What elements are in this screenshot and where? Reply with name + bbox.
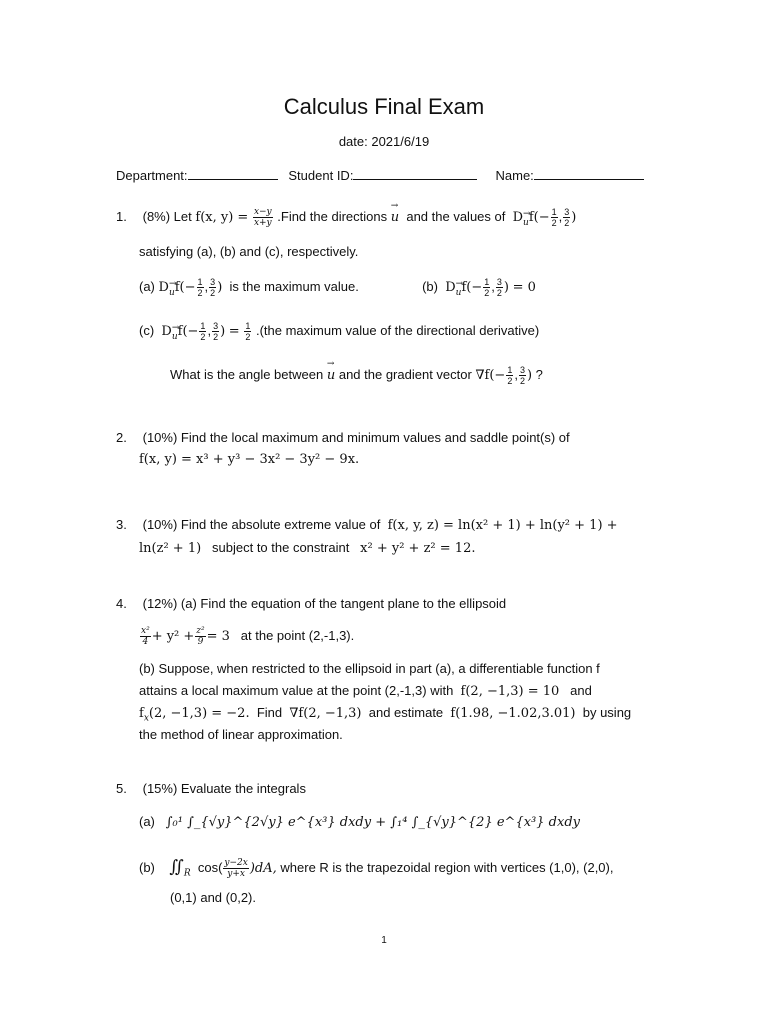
q1-c-close: )	[220, 323, 226, 339]
q1-three-halves	[563, 207, 570, 228]
q4-b-line2	[139, 683, 679, 699]
q1-c-value	[244, 321, 251, 342]
q3-line2	[139, 540, 679, 556]
q1-line2: satisfying (a), (b) and (c), respectively.	[139, 244, 359, 259]
student-id-label: Student ID:	[288, 168, 354, 183]
q1-a-close: )	[217, 279, 223, 295]
q3-text: (10%) Find the absolute extreme value of	[142, 517, 381, 532]
q1-grad-three-num: 3	[519, 365, 525, 375]
q4-x-num: x²	[141, 626, 150, 636]
q1-b-close: )	[503, 279, 509, 295]
q1-grad-half-den: 2	[507, 376, 513, 386]
q1-angle-u: → u	[327, 368, 335, 383]
q1-a-half-den: 2	[197, 288, 203, 298]
q4-ellipsoid	[139, 626, 679, 647]
q5-part-a	[139, 814, 679, 830]
q1-line1: 1. (8%) Let f(x, y) = $\frac{x-y}{x+y}$ .Find the directions → u and the values of D→ uf(− $\frac{1}{2}$ , $\frac{3}{2}$ )	[116, 207, 656, 228]
q4-b2b: f(2, −1,3) = 10	[460, 684, 560, 699]
student-info-line	[116, 167, 656, 183]
q4-line1	[116, 596, 656, 611]
q1-a-f: f(−	[174, 279, 196, 295]
q4-b3c: Find	[256, 705, 283, 720]
q1-c-sub-u: → u	[172, 332, 178, 342]
q1-a-sub-u: → u	[169, 288, 175, 298]
q4-b3g: by using	[582, 705, 632, 720]
exam-date: date: 2021/6/19	[338, 134, 430, 149]
q3-line1	[116, 517, 656, 533]
q1-a-text: is the maximum value.	[229, 278, 359, 294]
q1-c-half-num: 1	[200, 321, 206, 331]
q1-half-den: 2	[551, 218, 557, 228]
q1-a-d: D	[158, 279, 169, 295]
q5-b-den: y+x	[227, 869, 245, 880]
q1-angle-text: What is the angle between	[170, 366, 324, 382]
q1-grad-three	[519, 365, 526, 386]
q4-ell-mid: + y² +	[151, 628, 195, 644]
q1-a-half-num: 1	[197, 277, 203, 287]
q1-frac-num: x−y	[253, 207, 272, 217]
q5-part-b	[139, 857, 679, 879]
q4-ell-eq: = 3	[206, 628, 230, 644]
q4-b3f: f(1.98, −1.02,3.01)	[450, 706, 576, 721]
q5-line1	[116, 781, 656, 796]
q1-mid2: and the values of	[406, 208, 506, 224]
q1-c-f: f(−	[177, 323, 199, 339]
q1-number: 1.	[116, 208, 127, 224]
q2-text: (10%) Find the local maximum and minimum values and saddle point(s) of	[142, 430, 570, 445]
q5-b-label: (b)	[139, 860, 155, 875]
q4-x-den: 4	[142, 637, 149, 647]
q1-c-three	[212, 321, 219, 342]
q1-c-label: (c)	[139, 322, 155, 338]
q1-grad-three-den: 2	[519, 376, 525, 386]
q1-b-three	[496, 277, 503, 298]
q5-b-region: R	[183, 868, 191, 879]
q4-z-frac	[195, 626, 205, 647]
q1-c-half	[199, 321, 206, 342]
q1-b-half-den: 2	[484, 288, 490, 298]
q1-a-half	[197, 277, 204, 298]
q4-b-line3	[139, 705, 679, 724]
q2-number: 2.	[116, 430, 127, 445]
student-id-blank	[353, 167, 477, 180]
name-label: Name:	[495, 168, 534, 183]
q5-b-da: )dA,	[249, 861, 277, 876]
q1-prefix: (8%) Let	[142, 208, 192, 224]
q4-b3d: ∇f(2, −1,3)	[289, 706, 362, 721]
page-number: 1	[381, 935, 387, 946]
q1-three-den: 2	[564, 218, 570, 228]
q2-line1	[116, 430, 656, 445]
q1-b-f: f(−	[461, 279, 483, 295]
q4-text: (12%) (a) Find the equation of the tangent plane to the ellipsoid	[142, 596, 507, 611]
q3-text2: subject to the constraint	[212, 540, 350, 555]
q4-x-frac	[140, 626, 151, 647]
q3-formula1: f(x, y, z) = ln(x² + 1) + ln(y² + 1) +	[387, 518, 618, 533]
q1-grad-half	[506, 365, 513, 386]
department-blank	[188, 167, 278, 180]
q5-a-formula: ∫₀¹ ∫_{√y}^{2√y} e^{x³} dxdy + ∫₁⁴ ∫_{√y}^{2} e^{x³} dxdy	[165, 815, 580, 830]
q4-point-text: at the point (2,-1,3).	[240, 627, 355, 643]
q1-b-three-den: 2	[496, 288, 502, 298]
q2-formula: f(x, y) = x³ + y³ − 3x² − 3y² − 9x.	[139, 452, 360, 467]
q1-c-value-den: 2	[245, 332, 251, 342]
q1-grad: ∇f	[475, 367, 490, 383]
q4-b3e: and estimate	[368, 705, 444, 720]
q4-b3-sub: x	[143, 713, 149, 724]
q1-c-eq: =	[228, 323, 240, 339]
q1-c-three-num: 3	[213, 321, 219, 331]
q1-c-three-den: 2	[213, 332, 219, 342]
q1-qmark: ?	[535, 366, 543, 382]
q4-z-den: 9	[197, 637, 204, 647]
q4-b3b: (2, −1,3) = −2.	[148, 706, 250, 721]
q4-b2a: attains a local maximum value at the point (2,-1,3) with	[139, 683, 454, 698]
q1-three-num: 3	[564, 207, 570, 217]
q1-d-sub-u: → u	[523, 218, 529, 228]
q4-b2c: and	[570, 683, 592, 698]
department-label: Department:	[116, 168, 188, 183]
q4-z-num: z²	[196, 626, 205, 636]
q3-number: 3.	[116, 517, 127, 532]
q5-b-text: where R is the trapezoidal region with vertices (1,0), (2,0),	[280, 860, 614, 875]
q1-b-d: D	[445, 279, 456, 295]
q1-grad-half-num: 1	[507, 365, 513, 375]
q1-mid: .Find the directions	[277, 208, 388, 224]
q1-c-half-den: 2	[200, 332, 206, 342]
q1-lhs: f(x, y) =	[195, 209, 249, 225]
q1-angle-question: What is the angle between → u and the gradient vector ∇f(− $\frac{1}{2}$ , $\frac{3}{2}$ ) ?	[170, 365, 710, 386]
q5-b-cos: cos(	[197, 860, 223, 875]
q1-a-three-den: 2	[210, 288, 216, 298]
q5-b-line2: (0,1) and (0,2).	[170, 890, 256, 905]
q3-formula2: ln(z² + 1)	[139, 541, 202, 556]
q1-b-half-num: 1	[484, 277, 490, 287]
q1-c-value-num: 1	[245, 321, 251, 331]
q1-fraction	[253, 207, 273, 228]
name-blank	[534, 167, 644, 180]
q1-b-half	[483, 277, 490, 298]
q1-b-eq: = 0	[512, 279, 536, 295]
q1-b-label: (b)	[422, 278, 438, 294]
exam-title: Calculus Final Exam	[283, 94, 485, 119]
q1-u-vector: → u	[391, 210, 399, 225]
q1-frac-den: x+y	[253, 218, 272, 228]
q3-constraint: x² + y² + z² = 12.	[360, 541, 476, 556]
q5-b-fraction	[223, 858, 248, 879]
q1-b-sub-u: → u	[456, 288, 462, 298]
q1-half-num: 1	[551, 207, 557, 217]
q1-angle-text2: and the gradient vector	[338, 366, 472, 382]
q5-text: (15%) Evaluate the integrals	[142, 781, 306, 796]
q1-grad-close: )	[526, 367, 533, 383]
q1-c-text: .(the maximum value of the directional derivative)	[255, 322, 540, 338]
q1-close: )	[571, 209, 577, 225]
q5-b-int: ∬	[169, 857, 184, 877]
q4-b3a: f	[139, 706, 144, 721]
q1-half	[551, 207, 558, 228]
q5-b-num: y−2x	[224, 858, 248, 869]
q1-part-c: (c) D→ uf(− $\frac{1}{2}$ , $\frac{3}{2}$ ) = $\frac{1}{2}$ .(the maximum value of the directional derivative)	[139, 321, 679, 342]
q1-f: f(−	[528, 209, 550, 225]
q1-d: D	[512, 209, 524, 225]
q1-c-d: D	[161, 323, 172, 339]
q1-part-a: (a) D→ uf(− $\frac{1}{2}$ , $\frac{3}{2}$ ) is the maximum value. (b) D→ uf(− $\frac{1}{2}$ , $\frac{3}{2}$ ) = 0	[139, 277, 679, 298]
q4-number: 4.	[116, 596, 127, 611]
q4-b-line1: (b) Suppose, when restricted to the ellipsoid in part (a), a differentiable function f	[139, 661, 600, 676]
q1-b-three-num: 3	[496, 277, 502, 287]
q5-number: 5.	[116, 781, 127, 796]
q5-a-label: (a)	[139, 814, 155, 829]
q1-a-three	[209, 277, 216, 298]
q4-b-line4: the method of linear approximation.	[139, 727, 343, 742]
q1-a-label: (a)	[139, 278, 155, 294]
q1-a-three-num: 3	[210, 277, 216, 287]
